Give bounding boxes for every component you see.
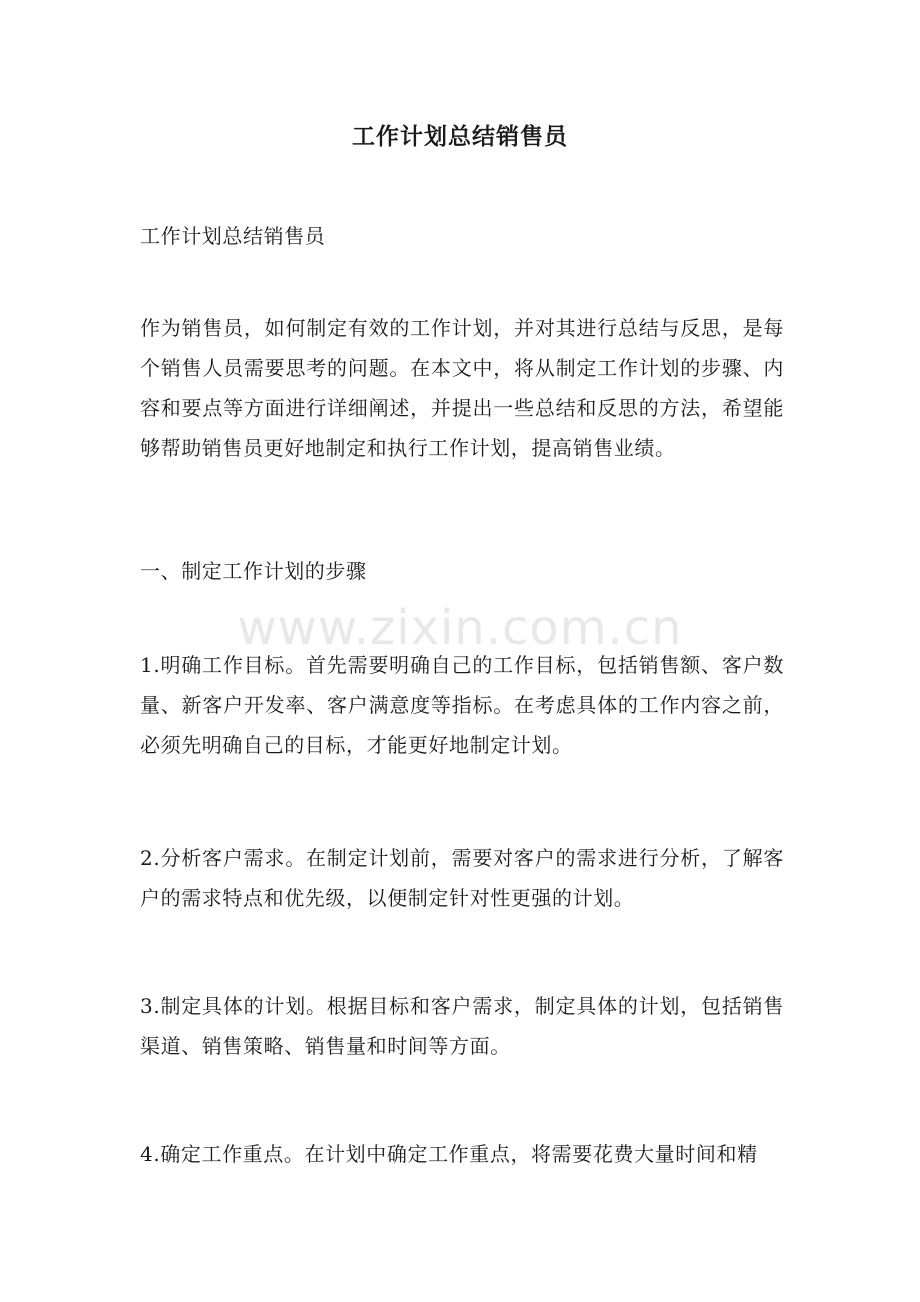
step-paragraph-4: 4.确定工作重点。在计划中确定工作重点，将需要花费大量时间和精 — [140, 1142, 758, 1166]
watermark: www.zixin.com.cn — [237, 600, 683, 656]
step-paragraph-3: 3.制定具体的计划。根据目标和客户需求，制定具体的计划，包括销售渠道、销售策略、销售量和时间等方面。 — [140, 994, 784, 1058]
document-subtitle: 工作计划总结销售员 — [140, 224, 326, 248]
step-paragraph-2: 2.分析客户需求。在制定计划前，需要对客户的需求进行分析，了解客户的需求特点和优先级，以便制定针对性更强的计划。 — [140, 846, 784, 910]
step-paragraph-1: 1.明确工作目标。首先需要明确自己的工作目标，包括销售额、客户数量、新客户开发率、客户满意度等指标。在考虑具体的工作内容之前，必须先明确自己的目标，才能更好地制定计划。 — [140, 653, 784, 757]
document-title: 工作计划总结销售员 — [352, 124, 568, 150]
intro-paragraph: 作为销售员，如何制定有效的工作计划，并对其进行总结与反思，是每个销售人员需要思考的问题。在本文中，将从制定工作计划的步骤、内容和要点等方面进行详细阐述，并提出一些总结和反思的方法，希望能够帮助销售员更好地制定和执行工作计划，提高销售业绩。 — [140, 316, 784, 460]
section-heading: 一、制定工作计划的步骤 — [140, 559, 367, 583]
